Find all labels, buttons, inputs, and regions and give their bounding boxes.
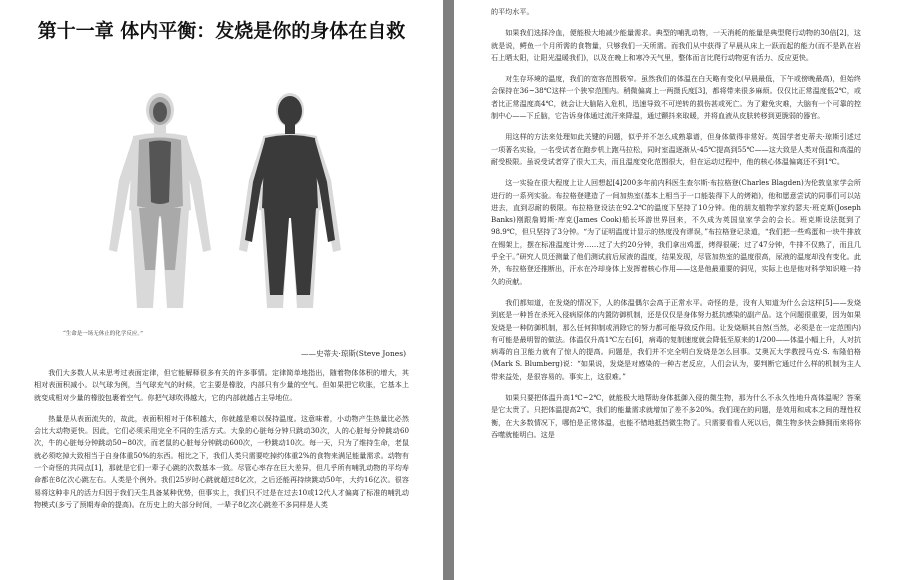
paragraph: 我们都知道，在发烧的情况下，人的体温偶尔会高于正常水平。奇怪的是，没有人知道为什么会这样[5]——发烧到底是一种旨在杀死入侵病原体的内置防御机制，还是仅仅是身体努力抵抗感染的副产品。这个问题很重要，因为如果发烧是一种防御机制，那么任何抑制或消除它的努力都可能导致反作用。让发烧顺其自然(当然，必须是在一定范围内)有可能是最明智的做法。体温仅升高1℃左右[6]，病毒的复制速度就会降低至原来的1/200——体温小幅上升，人对抗病毒的自卫能力就有了惊人的提高。问题是，我们并不完全明白发烧是怎么回事。艾奥瓦大学教授马克·S. 布隆伯格(Mark S. Blumberg)说：“如果说，发烧是对感染的一种古老反应，人们会认为，要判断它通过什么样的机制为主人带来益处，是很容易的。事实上，这很难。” [491,297,861,381]
left-body-text [34,367,409,520]
body-temperature-figure [95,90,355,320]
left-page [0,0,443,580]
paragraph: 如果只要把体温升高1℃~2℃，就能极大地帮助身体抵御入侵的微生物，那为什么不永久性地升高体温呢？答案是它太贵了。只把体温提高2℃，我们的能量需求就增加了差不多20%。我们现在的问题，是效用和成本之间的理性权衡，在大多数情况下，哪怕是正常体温，也能不错地抵挡微生物了。只需要看看人死以后，微生物多快会蜂拥而来将你吞噬就能明白。这是 [491,393,861,439]
right-body-text [491,6,861,450]
paragraph: 这一实验在很大程度上让人回想起[4]200多年前内科医生查尔斯·布拉格登(Charles Blagden)为伦敦皇家学会所进行的一系列实验。布拉格登建造了一间加热室(基本上相当于一口能装得下人的烤箱)，他和愿意尝试的同事们可以站进去，直到忍耐的极限。布拉格登设法在92.2℃的温度下坚持了10分钟。他的朋友植物学家约瑟夫·班克斯(Joseph Banks)刚跟詹姆斯·库克(James Cook)船长环游世界回来，不久成为英国皇家学会的会长。班克斯设法挺到了98.9℃，但只坚持了3分钟。“为了证明温度计显示的热度没有谬误，”布拉格登记录道，“我们把一些鸡蛋和一块牛排放在锡架上，摆在标准温度计旁……过了大约20分钟，我们拿出鸡蛋，烤得很硬；过了47分钟，牛排不仅熟了，而且几乎全干。”研究人员还测量了他们测试前后尿液的温度，结果发现，尽管加热室的温度很高，尿液的温度却没有变化。此外，布拉格登还推断出，汗水在冷却身体上发挥着核心作用——这是他最重要的洞见，实际上也是他对科学知识唯一持久的贡献。 [491,178,861,286]
quote-attribution: ——史蒂夫·琼斯(Steve Jones) [300,349,406,358]
paragraph: 用这样的方法来处理如此关键的问题，似乎并不怎么成熟靠谱，但身体做得非常好。英国学者史蒂夫·琼斯引述过一项著名实验，一名受试者在跑步机上跑马拉松，同时室温逐渐从-45℃提高到55℃——这大致是人类对低温和高温的耐受极限。虽说受试者穿了很大工夫，而且温度变化范围很大，但在运动过程中，他的核心体温偏离还不到1℃。 [491,132,861,166]
figure-back-view [239,93,341,308]
paragraph: 热量是从表面流失的，故此，表面积相对于体积越大，你就越是难以保持温度。这意味着，小动物产生热量比必然会比大动物更快。因此，它们必须采用完全不同的生活方式。大象的心脏每分钟只跳动30次，人的心脏每分钟跳动60次，牛的心脏每分钟跳动50~80次，而老鼠的心脏每分钟跳动600次，一秒跳动10次。每一天，只为了维持生命，老鼠就必须吃掉大致相当于自身体重50%的东西。相比之下，我们人类只需要吃掉约体重2%的食物来满足能量需求。动物有一个奇怪的共同点[1]，那就是它们一辈子心跳的次数基本一致。尽管心率存在巨大差异，但几乎所有哺乳动物的平均寿命都在8亿次心跳左右。人类是个例外。我们25岁时心跳就超过8亿次，之后还能再持续跳动50年，大约16亿次。很容易将这种非凡的活力归因于我们天生具备某种优势，但事实上，我们只不过是在过去10或12代人才偏离了标准的哺乳动物模式(多亏了预期寿命的提高)。在历史上的大部分时间，一辈子8亿次心跳差不多同样是人类 [34,413,409,509]
paragraph: 如果我们选择冷血，便能极大地减少能量需求。典型的哺乳动物，一天消耗的能量是典型爬行动物的30倍[2]，这就是说，鳄鱼一个月所需的食物量，只够我们一天所需。而我们从中获得了早晨从床上一跃而起的能力(而不是趴在岩石上晒太阳，让阳光温暖我们)，以及在晚上和寒冷天气里，整体而言比爬行动物更有活力、反应更快。 [491,28,861,62]
paragraph: 的平均水平。 [491,7,534,16]
right-page [454,0,897,580]
chapter-title: 第十一章 体内平衡：发烧是你的身体在自救 [37,20,406,42]
figure-caption: “生命是一场无休止的化学反应。” [63,331,143,337]
paragraph: 对生存环境的温度，我们的宽容范围极窄。虽然我们的体温在白天略有变化(早晨最低，下午或傍晚最高)，但始终会保持在36~38℃这样一个狭窄范围内。稍微偏离上一两摄氏度[3]，都将带来很多麻烦。仅仅比正常温度低2℃，或者比正常温度高4℃，就会让大脑陷入危机，迅速导致不可逆转的损伤甚或死亡。为了避免灾难，大脑有一个可靠的控制中心——下丘脑，它告诉身体通过流汗来降温，通过颤抖来取暖，并将血液从皮肤转移到更脆弱的器官。 [491,74,861,121]
figure-front-view [109,93,211,308]
paragraph: 我们大多数人从未思考过表面定律，但它能解释很多有关的许多事情。定律简单地指出，随着物体体积的增大，其相对表面积减小。以气球为例，当气球充气的时候，它主要是橡胶，内部只有少量的空气。但如果把它吹胀，它基本上就变成相对少量的橡胶包裹着空气。你把气球吹得越大，它的内部就越占主导地位。 [34,368,409,402]
